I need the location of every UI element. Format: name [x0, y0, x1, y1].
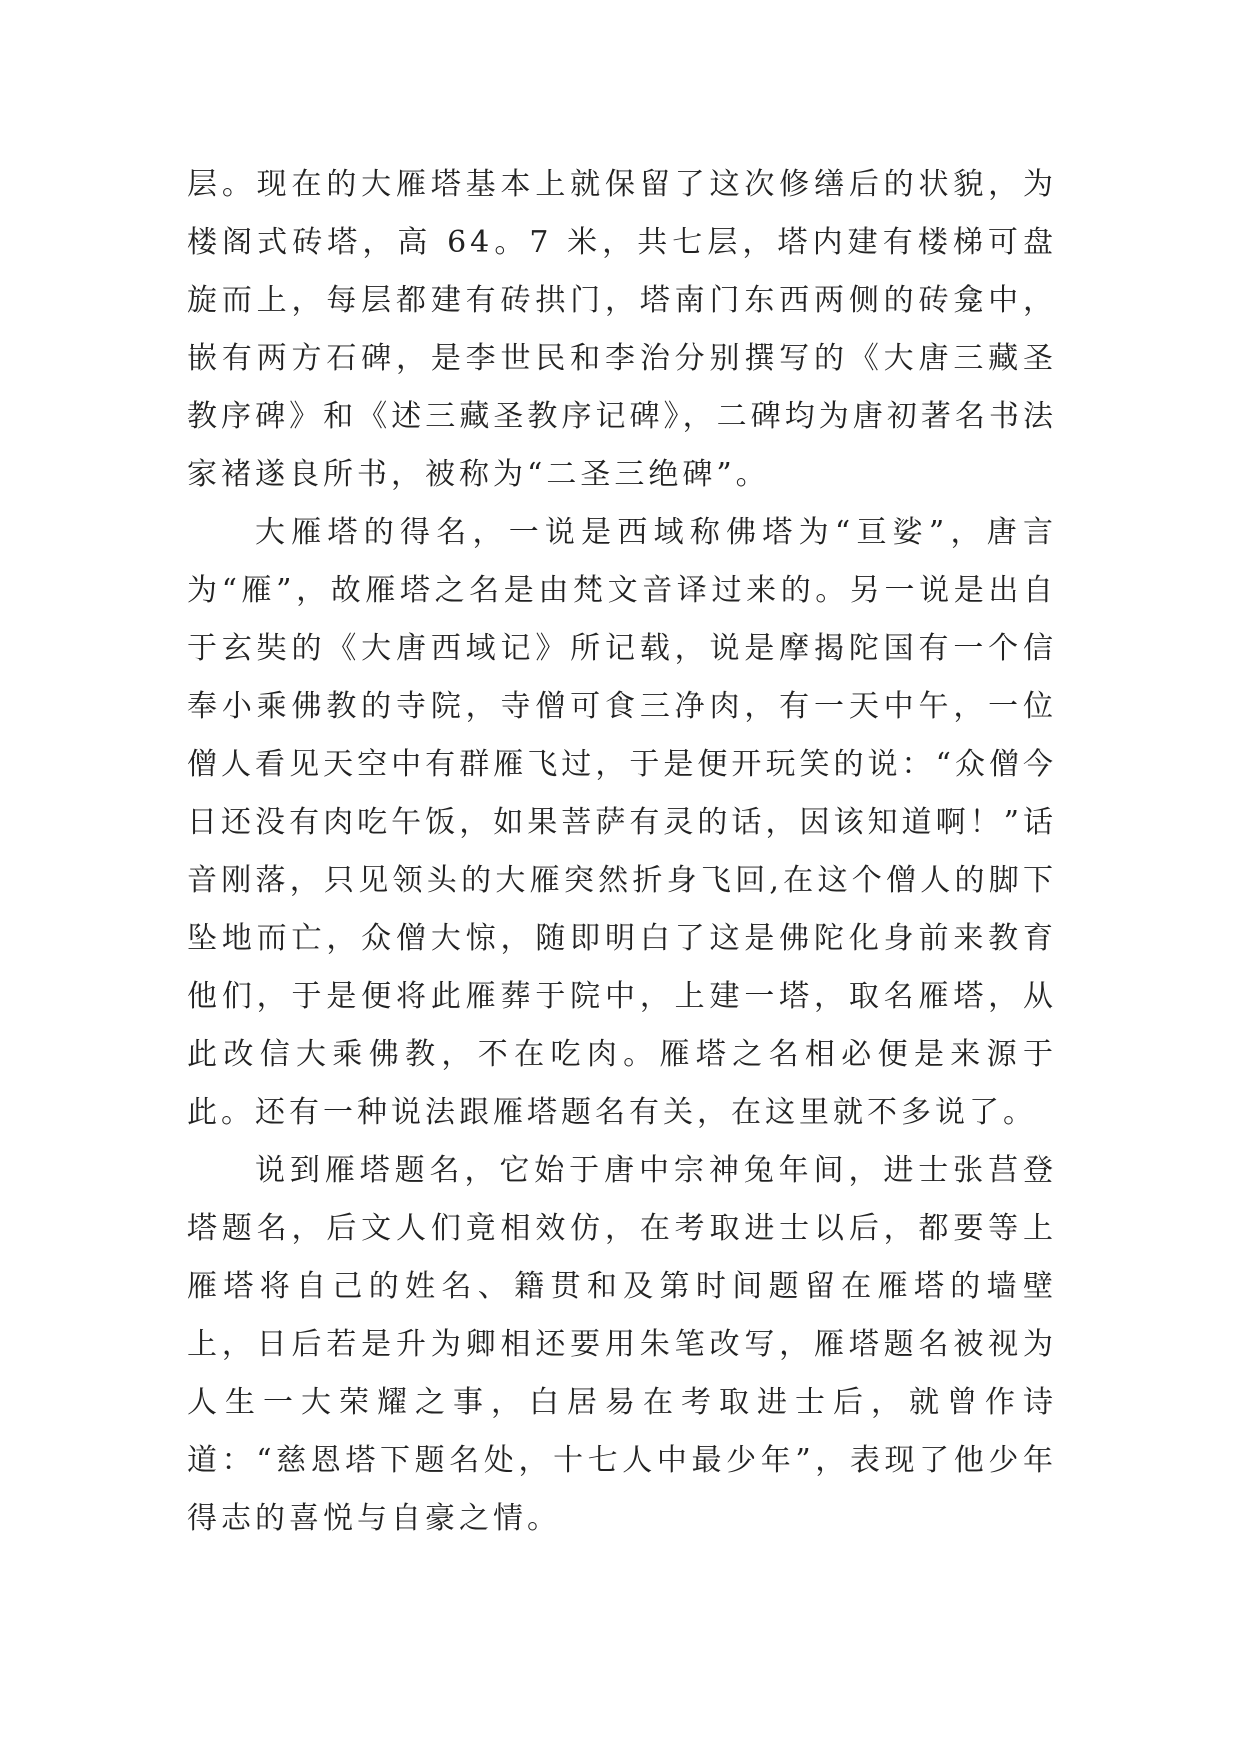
body-text — [187, 156, 1057, 1548]
paragraph-name-origin: 大雁塔的得名，一说是西域称佛塔为“亘娑”，唐言为“雁”，故雁塔之名是由梵文音译过来的。另一说是出自于玄奘的《大唐西域记》所记载，说是摩揭陀国有一个信奉小乘佛教的寺院，寺僧可食三净肉，有一天中午，一位僧人看见天空中有群雁飞过，于是便开玩笑的说：“众僧今日还没有肉吃午饭，如果菩萨有灵的话，因该知道啊！”话音刚落，只见领头的大雁突然折身飞回,在这个僧人的脚下坠地而亡，众僧大惊，随即明白了这是佛陀化身前来教育他们，于是便将此雁葬于院中，上建一塔，取名雁塔，从此改信大乘佛教，不在吃肉。雁塔之名相必便是来源于此。还有一种说法跟雁塔题名有关，在这里就不多说了。 — [187, 515, 1057, 1130]
paragraph-continuation: 层。现在的大雁塔基本上就保留了这次修缮后的状貌，为楼阁式砖塔，高 64。7 米，共七层，塔内建有楼梯可盘旋而上，每层都建有砖拱门，塔南门东西两侧的砖龛中，嵌有两方石碑，是李世民和李治分别撰写的《大唐三藏圣教序碑》和《述三藏圣教序记碑》，二碑均为唐初著名书法家褚遂良所书，被称为“二圣三绝碑”。 — [187, 167, 1057, 492]
paragraph-inscription: 说到雁塔题名，它始于唐中宗神兔年间，进士张莒登塔题名，后文人们竟相效仿，在考取进士以后，都要等上雁塔将自己的姓名、籍贯和及第时间题留在雁塔的墙壁上，日后若是升为卿相还要用朱笔改写，雁塔题名被视为人生一大荣耀之事，白居易在考取进士后，就曾作诗道：“慈恩塔下题名处，十七人中最少年”，表现了他少年得志的喜悦与自豪之情。 — [187, 1153, 1057, 1536]
